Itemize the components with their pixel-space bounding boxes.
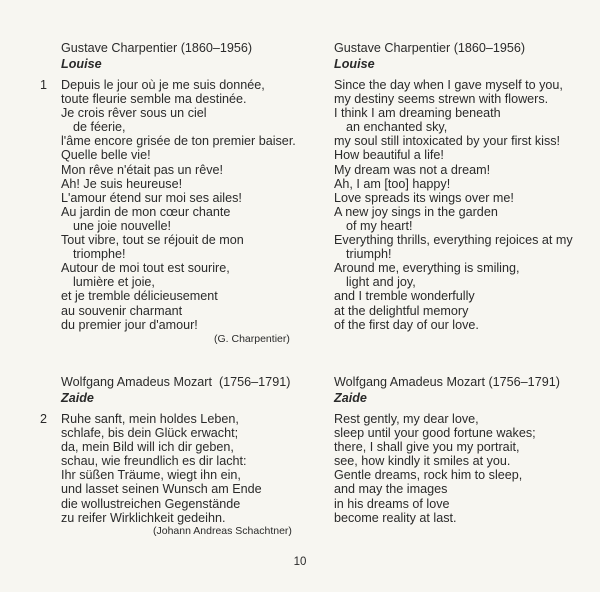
- lyric-line: My dream was not a dream!: [334, 162, 491, 177]
- lyric-line: Tout vibre, tout se réjouit de mon: [61, 233, 244, 248]
- lyric-line: at the delightful memory: [334, 303, 469, 318]
- lyric-line: L'amour étend sur moi ses ailes!: [61, 190, 242, 205]
- lyric-line: une joie nouvelle!: [73, 218, 172, 233]
- lyric-line: Love spreads its wings over me!: [334, 190, 514, 205]
- page-number: 10: [293, 556, 307, 568]
- lyric-line: schau, wie freundlich es dir lacht:: [61, 454, 247, 469]
- lyric-line: A new joy sings in the garden: [334, 204, 498, 219]
- composer-heading: Gustave Charpentier (1860–1956): [61, 41, 253, 55]
- lyric-line: Gentle dreams, rock him to sleep,: [334, 468, 523, 483]
- lyric-line: lumière et joie,: [73, 275, 155, 290]
- lyrics: [334, 78, 573, 332]
- lyrics: [40, 78, 296, 332]
- lyric-line: Autour de moi tout est sourire,: [61, 261, 230, 276]
- lyric-line: I think I am dreaming beneath: [334, 106, 501, 121]
- lyric-line: Ruhe sanft, mein holdes Leben,: [61, 412, 239, 426]
- lyric-line: die wollustreichen Gegenstände: [61, 496, 241, 511]
- composer-heading: Wolfgang Amadeus Mozart (1756–1791): [61, 375, 291, 389]
- lyric-line: triomphe!: [73, 247, 126, 262]
- lyric-line: Ihr süßen Träume, wiegt ihn ein,: [61, 468, 241, 483]
- lyric-line: of the first day of our love.: [334, 317, 479, 332]
- lyric-line: da, mein Bild will ich dir geben,: [61, 440, 234, 455]
- lyric-line: Ah! Je suis heureuse!: [61, 176, 183, 191]
- song-title: Louise: [61, 57, 102, 71]
- lyric-line: and may the images: [334, 482, 448, 497]
- song-title: Zaide: [61, 391, 94, 405]
- lyric-line: Je crois rêver sous un ciel: [61, 106, 207, 121]
- lyric-line: au souvenir charmant: [61, 303, 183, 318]
- song-title: Louise: [334, 57, 375, 71]
- song-1-translation: [334, 40, 573, 332]
- song-title: Zaide: [334, 391, 367, 405]
- lyric-line: toute fleurie semble ma destinée.: [61, 92, 247, 107]
- lyric-line: there, I shall give you my portrait,: [334, 440, 520, 455]
- lyric-line: my soul still intoxicated by your first kiss!: [334, 134, 561, 149]
- lyrics: [334, 412, 560, 525]
- lyric-line: Rest gently, my dear love,: [334, 412, 479, 426]
- lyric-line: in his dreams of love: [334, 496, 450, 511]
- track-number: 1: [40, 78, 48, 92]
- lyric-line: Since the day when I gave myself to you,: [334, 78, 563, 92]
- composer-heading: Wolfgang Amadeus Mozart (1756–1791): [334, 375, 560, 389]
- lyric-line: an enchanted sky,: [346, 120, 448, 135]
- lyric-line: und lasset seinen Wunsch am Ende: [61, 482, 262, 497]
- lyric-line: Around me, everything is smiling,: [334, 261, 520, 276]
- lyric-line: Ah, I am [too] happy!: [334, 176, 451, 191]
- song-2-translation: [334, 374, 560, 525]
- lyricist-credit: (G. Charpentier): [214, 333, 290, 345]
- lyric-line: see, how kindly it smiles at you.: [334, 454, 511, 469]
- lyric-line: Quelle belle vie!: [61, 148, 151, 163]
- lyricist-credit: (Johann Andreas Schachtner): [153, 525, 292, 537]
- lyric-line: of my heart!: [346, 218, 413, 233]
- lyrics: [40, 412, 290, 525]
- lyric-line: schlafe, bis dein Glück erwacht;: [61, 426, 239, 441]
- composer-heading: Gustave Charpentier (1860–1956): [334, 41, 526, 55]
- lyric-line: de féerie,: [73, 120, 126, 135]
- lyric-line: du premier jour d'amour!: [61, 317, 198, 332]
- lyric-line: triumph!: [346, 247, 392, 262]
- lyric-line: Everything thrills, everything rejoices at my: [334, 233, 573, 248]
- lyric-line: sleep until your good fortune wakes;: [334, 426, 536, 441]
- lyric-line: and I tremble wonderfully: [334, 289, 475, 304]
- track-number: 2: [40, 412, 48, 426]
- lyric-line: my destiny seems strewn with flowers.: [334, 92, 549, 107]
- lyric-line: et je tremble délicieusement: [61, 289, 218, 304]
- lyric-line: Au jardin de mon cœur chante: [61, 204, 231, 219]
- lyric-line: become reality at last.: [334, 510, 457, 525]
- lyric-line: Depuis le jour où je me suis donnée,: [61, 78, 265, 92]
- song-2-original: [40, 374, 291, 525]
- lyric-line: Mon rêve n'était pas un rêve!: [61, 162, 224, 177]
- song-1-original: [40, 40, 296, 332]
- lyric-line: How beautiful a life!: [334, 148, 444, 163]
- lyric-line: zu reifer Wirklichkeit gedeihn.: [61, 510, 226, 525]
- lyric-line: light and joy,: [346, 275, 416, 290]
- lyric-line: l'âme encore grisée de ton premier baiser.: [61, 134, 296, 149]
